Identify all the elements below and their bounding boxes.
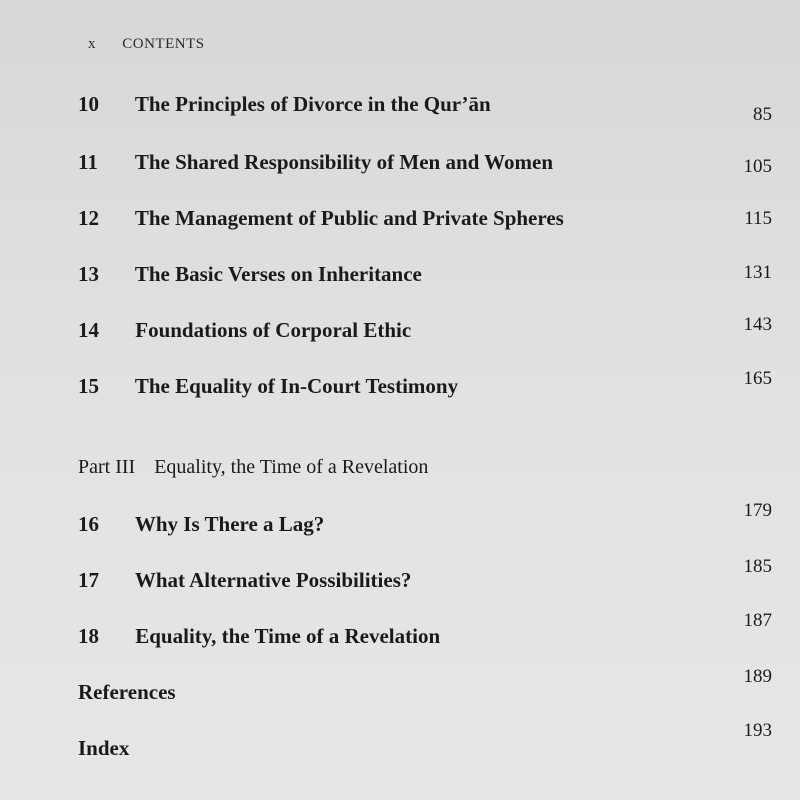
toc-entry-chapter-16 <box>78 500 772 537</box>
chapter-number: 12 <box>78 206 99 230</box>
chapter-number: 14 <box>78 318 99 342</box>
chapter-title: Equality, the Time of a Revelation <box>135 624 441 648</box>
chapter-number: 13 <box>78 262 99 286</box>
part-heading <box>78 456 772 479</box>
chapter-number: 11 <box>78 150 98 174</box>
part-label: Part III <box>78 456 136 478</box>
running-header <box>88 36 205 53</box>
chapter-number: 17 <box>78 568 99 592</box>
chapter-title: What Alternative Possibilities? <box>134 568 412 592</box>
chapter-title: The Principles of Divorce in the Qur’ān <box>134 92 491 116</box>
toc-entry-chapter-18 <box>78 610 772 649</box>
toc-entry-index <box>78 720 772 761</box>
toc-entry-references <box>78 666 772 705</box>
toc-entry-chapter-15 <box>78 368 772 399</box>
chapter-page: 85 <box>753 104 772 125</box>
chapter-page: 187 <box>743 610 772 631</box>
back-matter-title: References <box>78 680 176 704</box>
part-title: Equality, the Time of a Revelation <box>154 456 429 478</box>
back-matter-title: Index <box>78 736 130 760</box>
chapter-title: The Basic Verses on Inheritance <box>134 262 422 286</box>
chapter-number: 15 <box>78 374 99 398</box>
chapter-title: The Shared Responsibility of Men and Women <box>134 150 554 174</box>
chapter-title: Foundations of Corporal Ethic <box>135 318 412 342</box>
chapter-page: 185 <box>743 556 772 577</box>
toc-entry-chapter-13 <box>78 262 772 287</box>
chapter-page: 165 <box>743 368 772 389</box>
toc-entry-chapter-14 <box>78 314 772 343</box>
toc-entry-chapter-10 <box>78 92 772 125</box>
back-matter-page: 193 <box>743 720 772 741</box>
chapter-page: 143 <box>743 314 772 335</box>
toc-entry-chapter-17 <box>78 556 772 593</box>
chapter-number: 10 <box>78 92 99 116</box>
header-title: CONTENTS <box>122 36 205 52</box>
chapter-title: The Equality of In-Court Testimony <box>134 374 459 398</box>
chapter-number: 18 <box>78 624 99 648</box>
toc-entry-chapter-12 <box>78 206 772 231</box>
chapter-title: Why Is There a Lag? <box>134 512 325 536</box>
chapter-page: 105 <box>743 156 772 177</box>
chapter-title: The Management of Public and Private Spheres <box>134 206 564 230</box>
back-matter-page: 189 <box>743 666 772 687</box>
header-page-number: x <box>88 36 96 52</box>
chapter-number: 16 <box>78 512 99 536</box>
chapter-page: 179 <box>743 500 772 521</box>
chapter-page: 131 <box>743 262 772 283</box>
chapter-page: 115 <box>744 208 772 229</box>
toc-entry-chapter-11 <box>78 150 772 175</box>
